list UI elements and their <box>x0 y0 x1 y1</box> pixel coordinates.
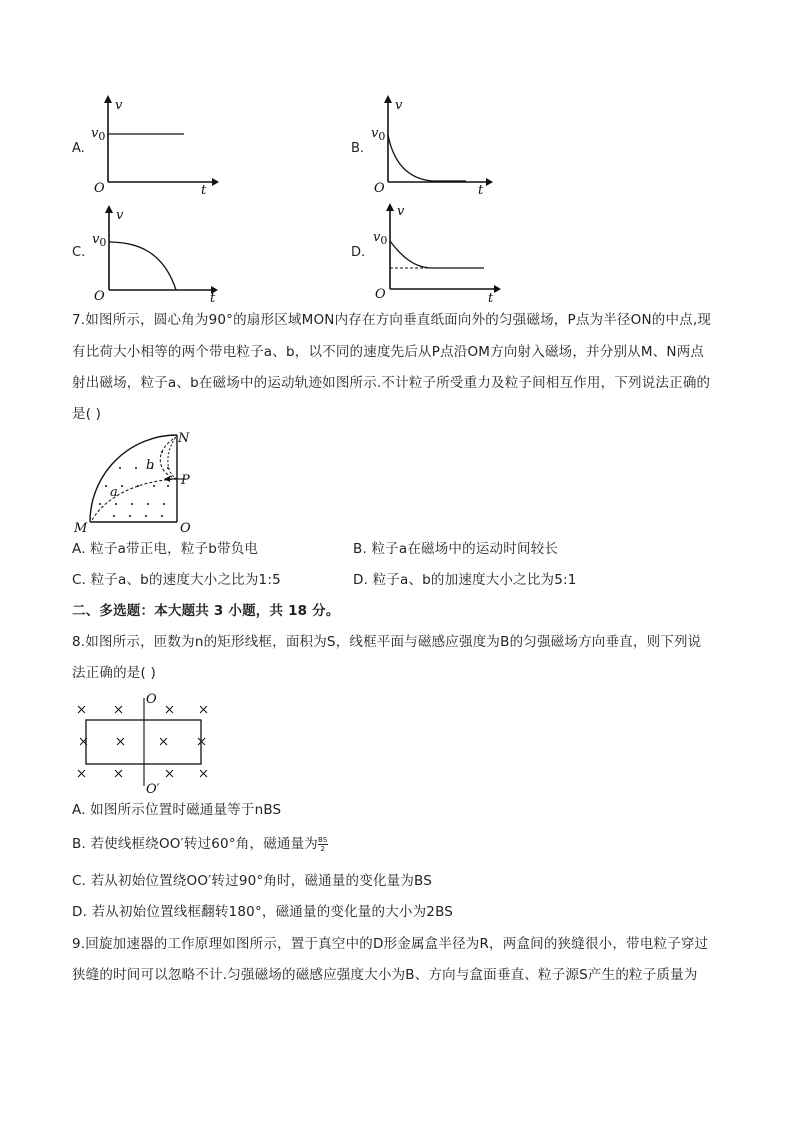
svg-text:O: O <box>374 181 385 196</box>
svg-text:b: b <box>146 458 155 473</box>
q7-line1: 7.如图所示，圆心角为90°的扇形区域MON内存在方向垂直纸面向外的匀强磁场，P点为半径ON的中点,现 <box>72 312 712 328</box>
q8-option-c: C. 若从初始位置绕OO′转过90°角时，磁通量的变化量为BS <box>72 873 433 889</box>
sector-arc <box>90 435 177 522</box>
trajectory-a <box>92 479 177 520</box>
option-a-label: A. <box>72 141 85 156</box>
option-b-label: B. <box>351 141 365 156</box>
svg-text:t: t <box>478 183 484 198</box>
q7-figure <box>70 428 200 538</box>
svg-text:v0: $v_0$ <box>371 126 386 143</box>
q7-option-b: B. 粒子a在磁场中的运动时间较长 <box>353 541 559 557</box>
q8-line1: 8.如图所示，匝数为n的矩形线框，面积为S，线框平面与磁感应强度为B的匀强磁场方向垂直，则下列说 <box>72 634 702 650</box>
option-c-label: C. <box>72 245 86 260</box>
q8-figure <box>74 692 214 797</box>
q9-line1: 9.回旋加速器的工作原理如图所示，置于真空中的D形金属盒半径为R，两盒间的狭缝很小，带电粒子穿过 <box>72 936 709 952</box>
svg-text:O: O <box>180 521 191 536</box>
svg-text:M: M <box>74 521 88 536</box>
q8-option-d: D. 若从初始位置线框翻转180°，磁通量的变化量的大小为2BS <box>72 904 454 920</box>
svg-text:O: O <box>375 287 386 302</box>
q8-option-b: B. 若使线框绕OO′转过60°角，磁通量为 $\frac{BS}{2}$ <box>72 835 328 853</box>
svg-text:t: t <box>210 291 216 306</box>
svg-text:N: N <box>178 431 190 446</box>
q7-option-d: D. 粒子a、b的加速度大小之比为5:1 <box>353 572 577 588</box>
graph-b-curve <box>388 135 466 181</box>
field-crosses <box>78 706 207 777</box>
graph-c-curve <box>109 242 176 290</box>
svg-text:O: O <box>94 289 105 304</box>
graph-d <box>370 201 505 306</box>
q7-option-c: C. 粒子a、b的速度大小之比为1:5 <box>72 572 281 588</box>
svg-text:a: a <box>110 485 118 500</box>
graph-b <box>366 95 496 198</box>
svg-text:t: t <box>488 291 494 306</box>
q7-line4: 是( ) <box>72 406 102 422</box>
graph-d-curve <box>390 241 484 268</box>
svg-text:v: v <box>116 208 124 223</box>
trajectory-b <box>160 437 177 479</box>
svg-text:v0: $v_0$ <box>373 230 388 247</box>
section-heading: 二、多选题：本大题共 3 小题，共 18 分。 <box>72 603 340 619</box>
fraction-bs-over-2: $\frac{BS}{2}$ <box>318 835 328 853</box>
q9-line2: 狭缝的时间可以忽略不计.匀强磁场的磁感应强度大小为B、方向与盒面垂直、粒子源S产生的粒子质量为 <box>72 967 698 983</box>
graph-a-origin: O <box>94 181 105 196</box>
svg-text:v0: $v_0$ <box>91 126 106 143</box>
graph-a-t-label: t <box>201 183 207 198</box>
svg-text:v0: $v_0$ <box>92 232 107 249</box>
svg-text:O′: O′ <box>146 782 160 797</box>
svg-text:v: v <box>397 204 405 219</box>
option-d-label: D. <box>351 245 366 260</box>
graph-a <box>86 95 216 198</box>
svg-text:v: v <box>395 98 403 113</box>
svg-text:O: O <box>146 692 157 707</box>
q8-line2: 法正确的是( ) <box>72 665 156 681</box>
q7-line3: 射出磁场，粒子a、b在磁场中的运动轨迹如图所示.不计粒子所受重力及粒子间相互作用，下列说法正确的 <box>72 375 711 391</box>
svg-text:P: P <box>181 473 190 488</box>
field-dots <box>99 451 169 517</box>
graph-a-v-label: v <box>115 98 123 113</box>
q7-option-a: A. 粒子a带正电，粒子b带负电 <box>72 541 259 557</box>
graph-c <box>89 203 224 306</box>
q7-line2: 有比荷大小相等的两个带电粒子a、b，以不同的速度先后从P点沿OM方向射入磁场，并分别从M、N两点 <box>72 344 705 360</box>
q8-option-a: A. 如图所示位置时磁通量等于nBS <box>72 802 282 818</box>
